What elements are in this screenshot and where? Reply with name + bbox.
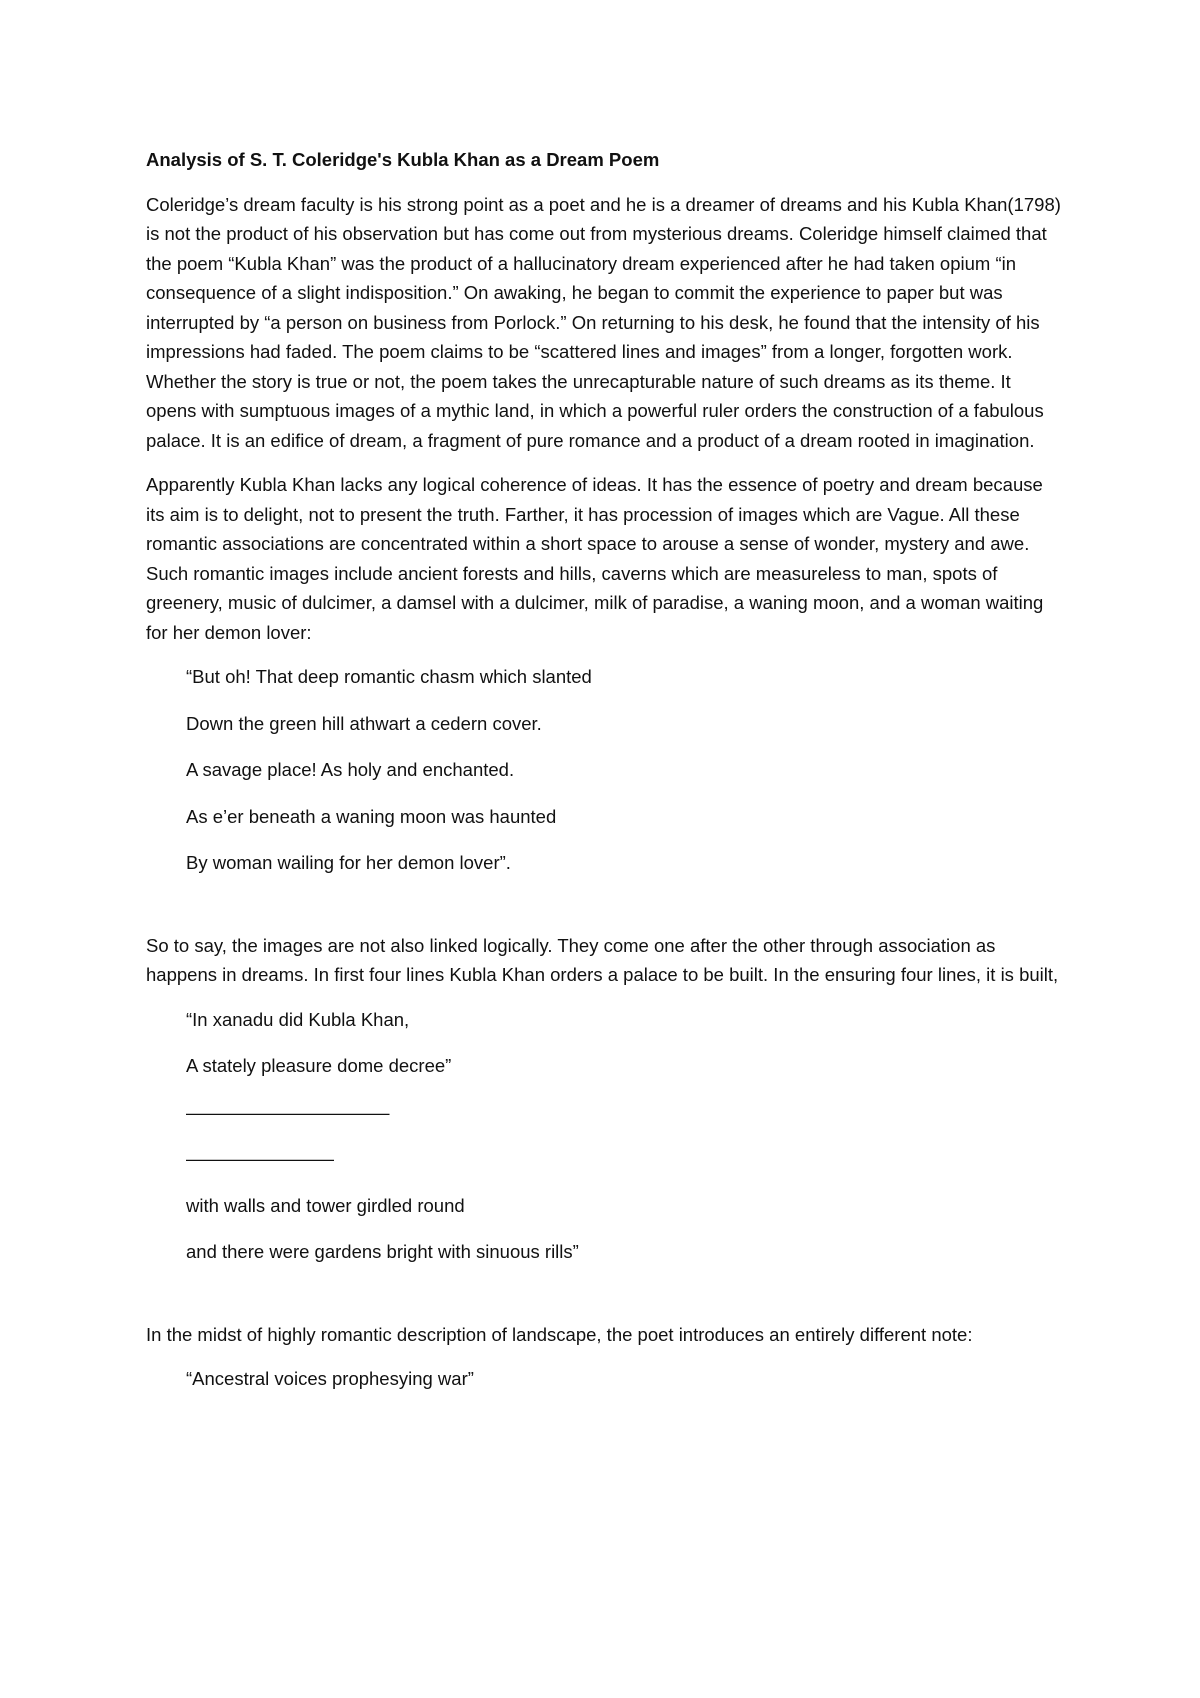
verse-line: and there were gardens bright with sinuous rills” [186,1241,579,1262]
paragraph-2: Apparently Kubla Khan lacks any logical coherence of ideas. It has the essence of poetry and dream because its aim is to delight, not to present the truth. Farther, it has procession of images which are Vague. All these romantic associations are concentrated within a short space to arouse a sense of wonder, mystery and awe. Such romantic images include ancient forests and hills, caverns which are measureless to man, spots of greenery, music of dulcimer, a damsel with a dulcimer, milk of paradise, a waning moon, and a woman waiting for her demon lover: [146,474,1044,643]
verse-omission-line: ———————— [186,1148,334,1169]
verse-line: “But oh! That deep romantic chasm which slanted [186,666,592,687]
verse-line: “In xanadu did Kubla Khan, [186,1008,410,1030]
verse-line: with walls and tower girdled round [186,1194,465,1216]
verse-omission-line: ——————————— [186,1101,390,1123]
paragraph-1: Coleridge’s dream faculty is his strong point as a poet and he is a dreamer of dreams and his Kubla Khan(1798) is not the product of his observation but has come out from mysterious dreams. Coleridge himself claimed that the poem “Kubla Khan” was the product of a hallucinatory dream experienced after he had taken opium “in consequence of a slight indisposition.” On awaking, he began to commit the experience to paper but was interrupted by “a person on business from Porlock.” On returning to his desk, he found that the intensity of his impressions had faded. The poem claims to be “scattered lines and images” from a longer, forgotten work. Whether the story is true or not, the poem takes the unrecapturable nature of such dreams as its theme. It opens with sumptuous images of a mythic land, in which a powerful ruler orders the construction of a fabulous palace. It is an edifice of dream, a fragment of pure romance and a product of a dream rooted in imagination. [146,193,1061,451]
verse-line: As e’er beneath a waning moon was haunted [186,805,557,827]
document-title: Analysis of S. T. Coleridge's Kubla Khan as a Dream Poem [146,149,660,170]
paragraph-3: So to say, the images are not also linked logically. They come one after the other through association as happens in dreams. In first four lines Kubla Khan orders a palace to be built. In the ensuring four lines, it is built, [146,934,1059,985]
spacer [146,1284,1066,1320]
verse-line: A savage place! As holy and enchanted. [186,759,515,780]
verse-block-3 [146,1364,1066,1394]
paragraph-4: In the midst of highly romantic description of landscape, the poet introduces an entirely different note: [146,1323,973,1345]
spacer [146,895,1066,931]
document-body [146,145,1066,1411]
verse-block-1 [146,662,1066,878]
verse-line: By woman wailing for her demon lover”. [186,852,511,873]
verse-line: A stately pleasure dome decree” [186,1055,452,1076]
verse-line: “Ancestral voices prophesying war” [186,1368,474,1389]
verse-line: Down the green hill athwart a cedern cover. [186,712,542,734]
verse-block-2 [146,1005,1066,1267]
